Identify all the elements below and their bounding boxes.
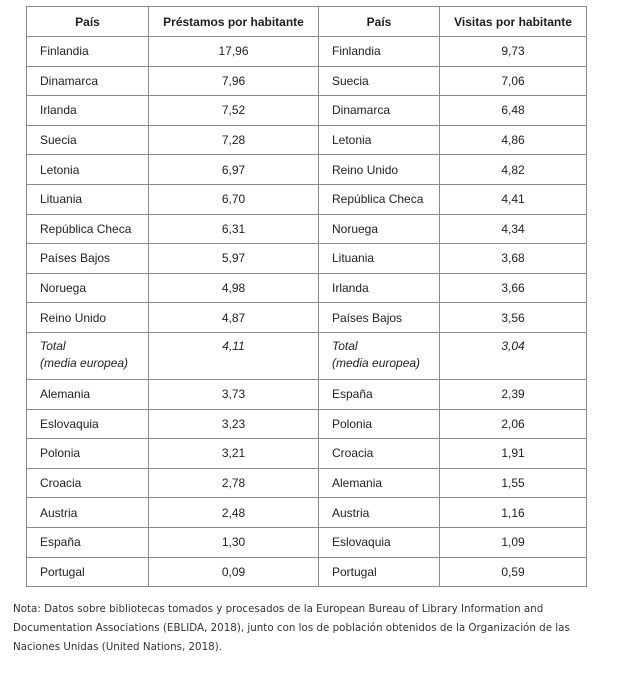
country-cell-loans: Lituania: [27, 184, 149, 214]
visits-value-cell: 4,86: [440, 125, 587, 155]
country-cell-loans: República Checa: [27, 214, 149, 244]
country-cell-loans: Suecia: [27, 125, 149, 155]
loans-value-cell: 6,97: [149, 155, 319, 185]
country-cell-visits: Alemania: [319, 468, 440, 498]
table-row: [27, 96, 587, 126]
country-cell-loans: Eslovaquia: [27, 409, 149, 439]
visits-value-cell: 3,66: [440, 273, 587, 303]
visits-value-cell: 4,41: [440, 184, 587, 214]
visits-value-cell: 1,91: [440, 439, 587, 469]
note-line-2: Documentation Associations (EBLIDA, 2018), junto con los de población obtenidos de la Organización de las: [13, 622, 570, 634]
note-line-1: Nota: Datos sobre bibliotecas tomados y procesados de la European Bureau of Library Information and: [13, 603, 544, 615]
table-row: [27, 527, 587, 557]
total-row: [27, 332, 587, 379]
table-row: [27, 468, 587, 498]
visits-value-cell: 2,39: [440, 379, 587, 409]
total-visits-value: 3,04: [440, 332, 587, 379]
country-cell-visits: Polonia: [319, 409, 440, 439]
country-cell-visits: Austria: [319, 498, 440, 528]
loans-value-cell: 3,23: [149, 409, 319, 439]
table-row: [27, 184, 587, 214]
header-loans-per-capita: Préstamos por habitante: [149, 7, 319, 37]
table-row: [27, 155, 587, 185]
visits-value-cell: 3,56: [440, 303, 587, 333]
loans-value-cell: 4,87: [149, 303, 319, 333]
visits-value-cell: 1,09: [440, 527, 587, 557]
library-stats-table: [26, 6, 587, 587]
table-row: [27, 273, 587, 303]
loans-value-cell: 7,28: [149, 125, 319, 155]
loans-value-cell: 2,48: [149, 498, 319, 528]
country-cell-loans: Polonia: [27, 439, 149, 469]
loans-value-cell: 0,09: [149, 557, 319, 587]
visits-value-cell: 9,73: [440, 37, 587, 67]
country-cell-loans: Portugal: [27, 557, 149, 587]
table-row: [27, 244, 587, 274]
total-label-visits: [319, 332, 440, 379]
country-cell-visits: Eslovaquia: [319, 527, 440, 557]
loans-value-cell: 2,78: [149, 468, 319, 498]
table-row: [27, 409, 587, 439]
table-body: [27, 37, 587, 587]
loans-value-cell: 5,97: [149, 244, 319, 274]
country-cell-visits: Suecia: [319, 66, 440, 96]
visits-value-cell: 1,55: [440, 468, 587, 498]
visits-value-cell: 6,48: [440, 96, 587, 126]
header-visits-per-capita: Visitas por habitante: [440, 7, 587, 37]
table-row: [27, 303, 587, 333]
table-row: [27, 37, 587, 67]
total-label-visits-line1: Total: [332, 338, 358, 353]
country-cell-loans: Países Bajos: [27, 244, 149, 274]
country-cell-loans: Alemania: [27, 379, 149, 409]
total-loans-value: 4,11: [149, 332, 319, 379]
country-cell-visits: Lituania: [319, 244, 440, 274]
table-row: [27, 379, 587, 409]
visits-value-cell: 7,06: [440, 66, 587, 96]
header-row: [27, 7, 587, 37]
country-cell-loans: Irlanda: [27, 96, 149, 126]
country-cell-visits: Noruega: [319, 214, 440, 244]
loans-value-cell: 3,21: [149, 439, 319, 469]
total-label-loans-line1: Total: [40, 338, 66, 353]
country-cell-loans: España: [27, 527, 149, 557]
country-cell-visits: Portugal: [319, 557, 440, 587]
visits-value-cell: 1,16: [440, 498, 587, 528]
loans-value-cell: 3,73: [149, 379, 319, 409]
table-note: [13, 600, 613, 657]
country-cell-loans: Letonia: [27, 155, 149, 185]
table-row: [27, 498, 587, 528]
loans-value-cell: 1,30: [149, 527, 319, 557]
visits-value-cell: 4,82: [440, 155, 587, 185]
country-cell-loans: Austria: [27, 498, 149, 528]
visits-value-cell: 4,34: [440, 214, 587, 244]
country-cell-loans: Finlandia: [27, 37, 149, 67]
country-cell-loans: Croacia: [27, 468, 149, 498]
table-row: [27, 66, 587, 96]
country-cell-visits: Irlanda: [319, 273, 440, 303]
country-cell-visits: Finlandia: [319, 37, 440, 67]
loans-value-cell: 7,52: [149, 96, 319, 126]
table-header: [27, 7, 587, 37]
note-line-3: Naciones Unidas (United Nations, 2018).: [13, 641, 223, 653]
country-cell-visits: Dinamarca: [319, 96, 440, 126]
total-label-loans-line2: (media europea): [40, 355, 129, 370]
country-cell-loans: Reino Unido: [27, 303, 149, 333]
visits-value-cell: 2,06: [440, 409, 587, 439]
country-cell-visits: Países Bajos: [319, 303, 440, 333]
country-cell-loans: Noruega: [27, 273, 149, 303]
loans-value-cell: 6,70: [149, 184, 319, 214]
country-cell-visits: República Checa: [319, 184, 440, 214]
loans-value-cell: 6,31: [149, 214, 319, 244]
country-cell-loans: Dinamarca: [27, 66, 149, 96]
header-country-loans: País: [27, 7, 149, 37]
loans-value-cell: 4,98: [149, 273, 319, 303]
country-cell-visits: España: [319, 379, 440, 409]
loans-value-cell: 17,96: [149, 37, 319, 67]
table-row: [27, 214, 587, 244]
total-label-loans: [27, 332, 149, 379]
header-country-visits: País: [319, 7, 440, 37]
country-cell-visits: Letonia: [319, 125, 440, 155]
country-cell-visits: Reino Unido: [319, 155, 440, 185]
table-row: [27, 439, 587, 469]
total-label-visits-line2: (media europea): [332, 355, 421, 370]
table-row: [27, 557, 587, 587]
visits-value-cell: 3,68: [440, 244, 587, 274]
loans-value-cell: 7,96: [149, 66, 319, 96]
country-cell-visits: Croacia: [319, 439, 440, 469]
visits-value-cell: 0,59: [440, 557, 587, 587]
table-row: [27, 125, 587, 155]
